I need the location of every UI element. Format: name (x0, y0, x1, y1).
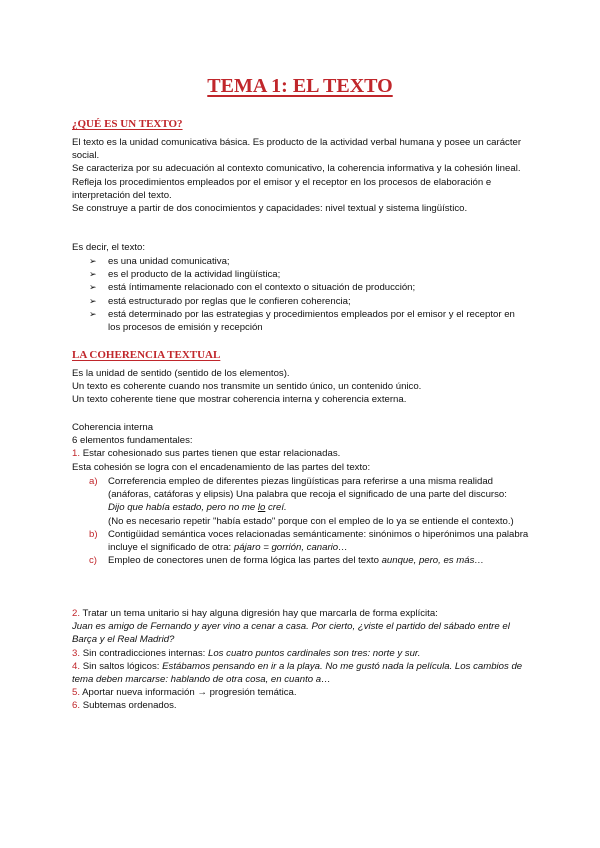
arrowhead-icon: ➢ (89, 282, 97, 293)
cohesion-sublist (89, 475, 529, 567)
section1-paragraph (72, 136, 528, 215)
bullets-intro: Es decir, el texto: (72, 242, 146, 253)
subitem-b: b) Contigüidad semántica voces relacionadas semánticamente: sinónimos o hiperónimos una palabra incluye el significado de otra: pájaro = gorrión, canario… (89, 528, 529, 554)
numbered-items-2-6 (72, 607, 528, 713)
numbered-item-4: 4. Sin saltos lógicos: Estábamos pensando en ir a la playa. No me gustó nada la película. Los cambios de tema deben marcarse: hablando de otra cosa, en cuanto a… (72, 660, 523, 686)
paragraph-line: Se caracteriza por su adecuación al contexto comunicativo, la coherencia informativa y la cohesión lineal. (72, 163, 521, 175)
paragraph-line: Refleja los procedimientos empleados por el emisor y el receptor en los procesos de elaboración e interpretación del texto. (72, 176, 492, 201)
cohesion-intro: Esta cohesión se logra con el encadenamiento de las partes del texto: (72, 461, 371, 473)
section-heading-que-es-un-texto: ¿QUÉ ES UN TEXTO? (72, 118, 183, 130)
paragraph-line: Es la unidad de sentido (sentido de los elementos). (72, 368, 290, 379)
section-heading-coherencia-textual: LA COHERENCIA TEXTUAL (72, 349, 221, 361)
subitem-label: a) (89, 476, 98, 487)
bullet-list (89, 255, 529, 334)
numbered-item-3: 3. Sin contradicciones internas: Los cuatro puntos cardinales son tres: norte y sur. (72, 647, 421, 659)
subitem-text: Correferencia empleo de diferentes piezas lingüísticas para referirse a una misma realidad (anáforas, catáforas y elipsis) Una palabra que recoja el significado de una parte del discurso: (108, 476, 507, 501)
list-item: ➢ está estructurado por reglas que le confieren coherencia; (89, 295, 351, 307)
subitem-note: (No es necesario repetir "había estado" porque con el empleo de lo ya se entiende el contexto.) (108, 515, 514, 527)
arrowhead-icon: ➢ (89, 256, 97, 266)
paragraph-line: Un texto coherente tiene que mostrar coherencia interna y coherencia externa. (72, 394, 407, 406)
subitem-label: b) (89, 528, 98, 540)
internal-coherence-block (72, 421, 528, 474)
section2-paragraph (72, 367, 528, 407)
item-2-example: Juan es amigo de Fernando y ayer vino a cenar a casa. Por cierto, ¿viste el partido del sábado entre el Barça y el Real Madrid? (72, 621, 510, 646)
subsection-subtitle: 6 elementos fundamentales: (72, 435, 193, 447)
arrowhead-icon: ➢ (89, 308, 97, 319)
numbered-item-2: 2. Tratar un tema unitario si hay alguna digresión hay que marcarla de forma explícita: (72, 608, 438, 619)
list-item: ➢ es el producto de la actividad lingüística; (89, 269, 281, 281)
paragraph-line: Un texto es coherente cuando nos transmite un sentido único, un contenido único. (72, 381, 422, 393)
subitem-a (89, 475, 529, 528)
numbered-item-6: 6. Subtemas ordenados. (72, 700, 177, 712)
numbered-item-1: 1. Estar cohesionado sus partes tienen que estar relacionadas. (72, 448, 341, 460)
subitem-example: Dijo que había estado, pero no me lo creí. (108, 502, 287, 514)
subsection-title: Coherencia interna (72, 422, 154, 433)
list-item: ➢ es una unidad comunicativa; (89, 256, 230, 267)
paragraph-line: Se construye a partir de dos conocimientos y capacidades: nivel textual y sistema lingüístico. (72, 203, 468, 215)
page-title: TEMA 1: EL TEXTO (207, 75, 393, 97)
list-item: ➢ está determinado por las estrategias y procedimientos empleados por el emisor y el receptor en los procesos de emisión y recepción (89, 308, 515, 334)
list-item: ➢ está íntimamente relacionado con el contexto o situación de producción; (89, 282, 416, 294)
arrowhead-icon: ➢ (89, 295, 97, 306)
subitem-c: c) Empleo de conectores unen de forma lógica las partes del texto aunque, pero, es más… (89, 555, 484, 567)
paragraph-line: El texto es la unidad comunicativa básica. Es producto de la actividad verbal humana y posee un carácter social. (72, 137, 522, 162)
arrowhead-icon: ➢ (89, 269, 97, 280)
numbered-item-5: 5. Aportar nueva información → progresión temática. (72, 687, 297, 699)
subitem-label: c) (89, 555, 97, 567)
